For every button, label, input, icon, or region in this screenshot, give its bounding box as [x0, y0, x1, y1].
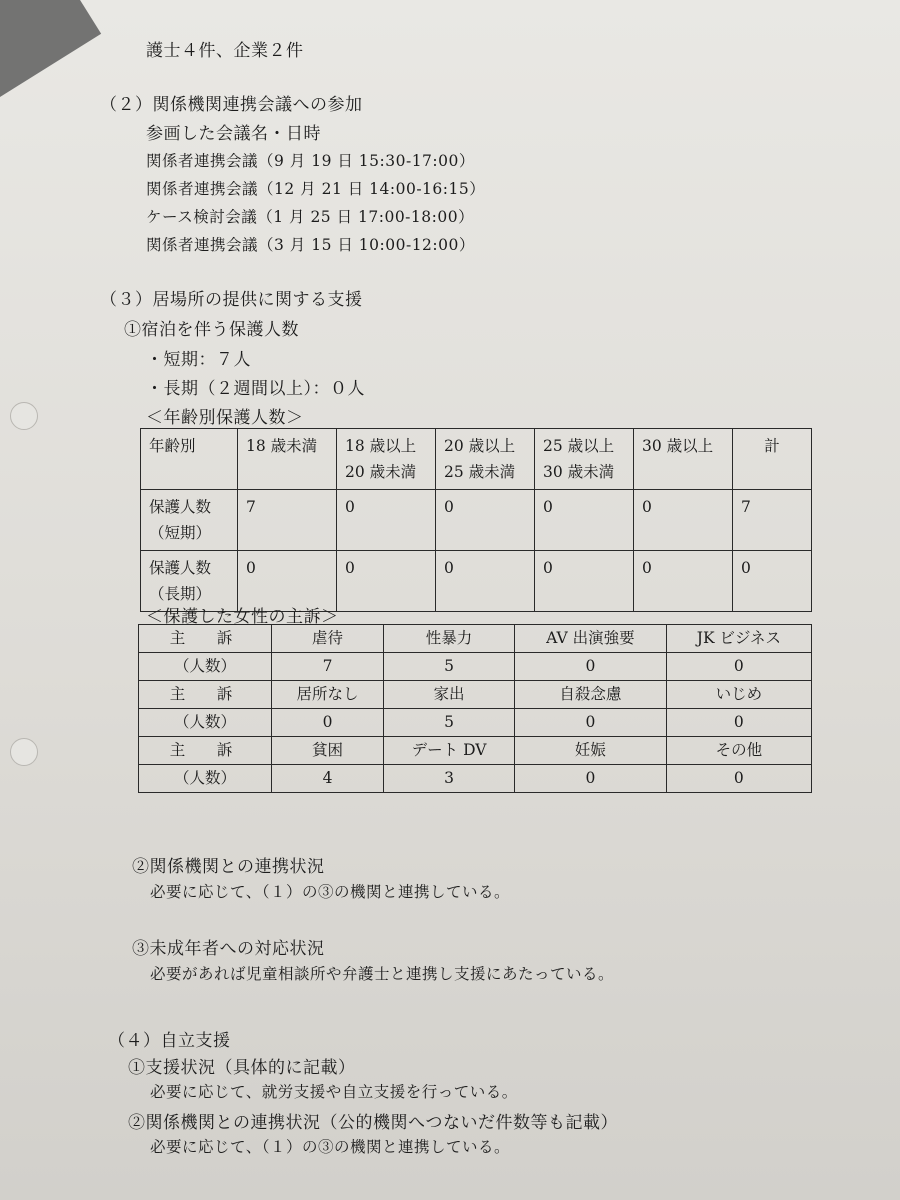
meeting-item: 関係者連携会議（3 月 15 日 10:00-12:00） [146, 236, 475, 254]
section-4-item1: ①支援状況（具体的に記載） [128, 1058, 356, 1078]
table-cell: 貧困 [272, 737, 384, 765]
table-row [139, 653, 812, 681]
table-cell: 0 [634, 551, 733, 612]
section-4-heading: （４）自立支援 [108, 1031, 231, 1051]
row-label: （人数） [139, 709, 272, 737]
meeting-item: 関係者連携会議（12 月 21 日 14:00-16:15） [146, 180, 486, 198]
table-cell: 0 [515, 709, 667, 737]
table-cell: その他 [666, 737, 811, 765]
table-header-cell: 20 歳以上 25 歳未満 [436, 429, 535, 490]
table-header-cell: 年齢別 [141, 429, 238, 490]
row-label: （人数） [139, 653, 272, 681]
table-cell: いじめ [666, 681, 811, 709]
table-cell: AV 出演強要 [515, 625, 667, 653]
table-cell: 妊娠 [515, 737, 667, 765]
punch-hole [10, 402, 38, 430]
table-cell: 0 [634, 490, 733, 551]
section-3-item1: ①宿泊を伴う保護人数 [124, 320, 299, 340]
top-line: 護士４件、企業２件 [146, 41, 304, 61]
table-cell: デート DV [384, 737, 515, 765]
table-row [141, 429, 812, 490]
punch-hole [10, 738, 38, 766]
row-label: 主 訴 [139, 737, 272, 765]
table-cell: 3 [384, 765, 515, 793]
meeting-item: ケース検討会議（1 月 25 日 17:00-18:00） [146, 208, 475, 226]
complaint-table [138, 624, 812, 793]
table-cell: 居所なし [272, 681, 384, 709]
table-cell: 0 [733, 551, 812, 612]
section-4-item1-text: 必要に応じて、就労支援や自立支援を行っている。 [150, 1083, 518, 1101]
row-label: 保護人数 （短期） [141, 490, 238, 551]
table-cell: 0 [666, 653, 811, 681]
section-3-item3-text: 必要があれば児童相談所や弁護士と連携し支援にあたっている。 [150, 965, 615, 983]
long-term-count: ・長期（２週間以上）：０人 [146, 379, 365, 399]
table-cell: 0 [666, 765, 811, 793]
row-label: （人数） [139, 765, 272, 793]
table-cell: 0 [272, 709, 384, 737]
section-2-subheading: 参画した会議名・日時 [146, 124, 321, 144]
section-3-item2: ②関係機関との連携状況 [132, 857, 325, 877]
table-cell: 0 [436, 551, 535, 612]
row-label: 保護人数 （長期） [141, 551, 238, 612]
table-header-cell: 18 歳未満 [238, 429, 337, 490]
page-corner-shadow [0, 0, 101, 108]
age-table [140, 428, 812, 612]
table-cell: 0 [337, 551, 436, 612]
table-cell: 0 [515, 765, 667, 793]
table-header-cell: 30 歳以上 [634, 429, 733, 490]
table-cell: 虐待 [272, 625, 384, 653]
table-cell: 5 [384, 653, 515, 681]
table-cell: 4 [272, 765, 384, 793]
table-cell: 0 [515, 653, 667, 681]
table-header-cell: 18 歳以上 20 歳未満 [337, 429, 436, 490]
table-cell: 自殺念慮 [515, 681, 667, 709]
table-cell: 0 [436, 490, 535, 551]
age-table-caption: ＜年齢別保護人数＞ [146, 408, 304, 428]
table-cell: 7 [733, 490, 812, 551]
row-label: 主 訴 [139, 625, 272, 653]
table-cell: 7 [238, 490, 337, 551]
short-term-count: ・短期：７人 [146, 350, 251, 370]
table-row [139, 737, 812, 765]
meeting-item: 関係者連携会議（9 月 19 日 15:30-17:00） [146, 152, 475, 170]
section-2-heading: （２）関係機関連携会議への参加 [100, 95, 363, 115]
table-row [139, 625, 812, 653]
table-header-cell: 計 [733, 429, 812, 490]
table-cell: 0 [535, 490, 634, 551]
section-3-item3: ③未成年者への対応状況 [132, 939, 325, 959]
table-header-cell: 25 歳以上 30 歳未満 [535, 429, 634, 490]
table-cell: 性暴力 [384, 625, 515, 653]
section-4-item2: ②関係機関との連携状況（公的機関へつないだ件数等も記載） [128, 1113, 618, 1133]
table-cell: 0 [238, 551, 337, 612]
table-cell: 7 [272, 653, 384, 681]
table-row [139, 709, 812, 737]
table-row [139, 681, 812, 709]
section-3-heading: （３）居場所の提供に関する支援 [100, 290, 363, 310]
table-cell: JK ビジネス [666, 625, 811, 653]
section-4-item2-text: 必要に応じて、（１）の③の機関と連携している。 [150, 1138, 510, 1156]
table-row [139, 765, 812, 793]
table-cell: 0 [535, 551, 634, 612]
section-3-item2-text: 必要に応じて、（１）の③の機関と連携している。 [150, 883, 510, 901]
row-label: 主 訴 [139, 681, 272, 709]
table-cell: 5 [384, 709, 515, 737]
table-cell: 0 [337, 490, 436, 551]
table-row [141, 490, 812, 551]
table-cell: 家出 [384, 681, 515, 709]
complaint-table-caption: ＜保護した女性の主訴＞ [146, 607, 339, 627]
table-cell: 0 [666, 709, 811, 737]
